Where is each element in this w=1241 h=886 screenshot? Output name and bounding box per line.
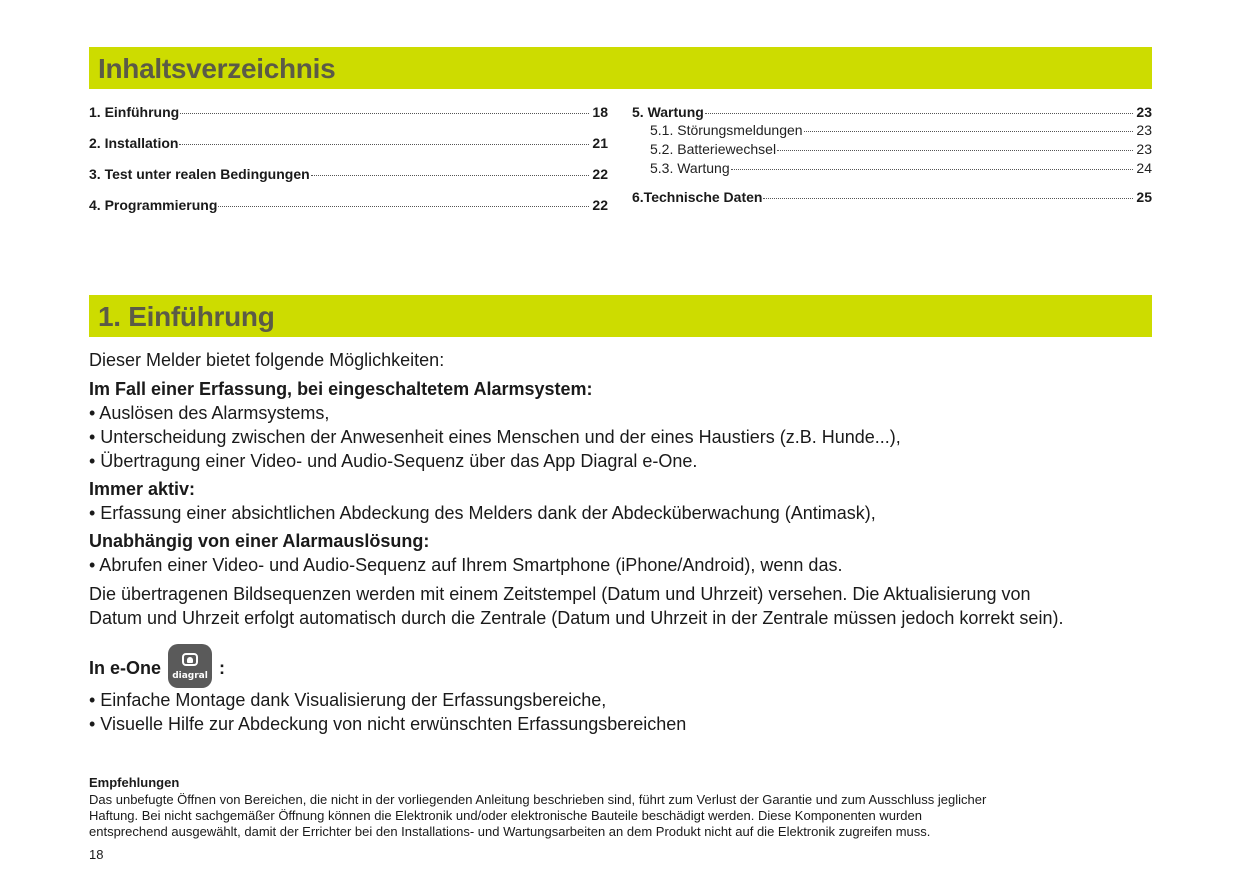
paragraph-line: Datum und Uhrzeit erfolgt automatisch durch die Zentrale (Datum und Uhrzeit in der Zentrale müssen jedoch korrekt sein). xyxy=(89,608,1064,628)
toc-subentry[interactable] xyxy=(632,121,1152,140)
bullet-item: • Abrufen einer Video- und Audio-Sequenz auf Ihrem Smartphone (iPhone/Android), wenn das. xyxy=(89,555,843,575)
recommendations-line: Das unbefugte Öffnen von Bereichen, die nicht in der vorliegenden Anleitung beschrieben sind, führt zum Verlust der Garantie und zum Ausschluss jeglicher xyxy=(89,792,987,807)
toc-entry-page: 22 xyxy=(592,197,608,213)
toc-entry-label: 6.Technische Daten xyxy=(632,189,763,205)
bullet-item: • Visuelle Hilfe zur Abdeckung von nicht erwünschten Erfassungsbereichen xyxy=(89,714,687,734)
toc-subentry-label: 5.3. Wartung xyxy=(650,160,730,176)
page-number: 18 xyxy=(89,847,104,862)
eone-heading xyxy=(89,644,1169,688)
intro-content xyxy=(89,348,1169,630)
toc-leader xyxy=(705,113,1134,114)
toc-leader xyxy=(763,198,1133,199)
bullet-item: • Erfassung einer absichtlichen Abdeckung des Melders dank der Abdecküberwachung (Antimask), xyxy=(89,503,876,523)
toc-entry-label: 3. Test unter realen Bedingungen xyxy=(89,166,310,182)
toc-subentry-page: 23 xyxy=(1136,141,1152,157)
toc-leader xyxy=(179,144,589,145)
toc-heading: Inhaltsverzeichnis xyxy=(89,47,1152,89)
toc-entry-label: 2. Installation xyxy=(89,135,179,151)
eone-label: In e-One xyxy=(89,658,162,678)
toc-subentry-page: 24 xyxy=(1136,160,1152,176)
toc-leader xyxy=(218,206,589,207)
toc-entry-page: 18 xyxy=(592,104,608,120)
toc-entry-label: 5. Wartung xyxy=(632,104,704,120)
subheading-detection: Im Fall einer Erfassung, bei eingeschaltetem Alarmsystem: xyxy=(89,379,593,399)
toc-entry-page: 22 xyxy=(592,166,608,182)
toc-leader xyxy=(311,175,590,176)
toc-entry[interactable] xyxy=(89,196,608,214)
bullet-item: • Übertragung einer Video- und Audio-Sequenz über das App Diagral e-One. xyxy=(89,451,698,471)
toc-entry[interactable] xyxy=(632,103,1152,121)
toc-entry-page: 21 xyxy=(592,135,608,151)
toc-spacer xyxy=(632,178,1152,188)
camera-dome-icon xyxy=(182,653,198,666)
toc-subentry[interactable] xyxy=(632,159,1152,178)
toc-leader xyxy=(731,169,1134,170)
intro-lead: Dieser Melder bietet folgende Möglichkeiten: xyxy=(89,350,445,370)
toc-entry-page: 25 xyxy=(1136,189,1152,205)
eone-colon: : xyxy=(219,658,226,678)
toc-entry-page: 23 xyxy=(1136,104,1152,120)
toc-entry[interactable] xyxy=(632,188,1152,206)
toc-entry-label: 1. Einführung xyxy=(89,104,180,120)
bullet-item: • Unterscheidung zwischen der Anwesenheit eines Menschen und der eines Haustiers (z.B. Hunde...), xyxy=(89,427,901,447)
toc-subentry-label: 5.2. Batteriewechsel xyxy=(650,141,777,157)
section-heading-intro: 1. Einführung xyxy=(89,295,1152,337)
subheading-independent: Unabhängig von einer Alarmauslösung: xyxy=(89,531,430,551)
eone-section xyxy=(89,644,1169,736)
toc-leader xyxy=(180,113,589,114)
toc-subentry-label: 5.1. Störungsmeldungen xyxy=(650,122,803,138)
toc-left-column xyxy=(89,103,608,227)
recommendations-title: Empfehlungen xyxy=(89,775,180,790)
subheading-always-active: Immer aktiv: xyxy=(89,479,196,499)
bullet-item: • Einfache Montage dank Visualisierung der Erfassungsbereiche, xyxy=(89,690,607,710)
paragraph-line: Die übertragenen Bildsequenzen werden mit einem Zeitstempel (Datum und Uhrzeit) versehen. Die Aktualisierung von xyxy=(89,584,1031,604)
app-icon-brand: diagral xyxy=(172,671,208,681)
toc-entry-label: 4. Programmierung xyxy=(89,197,218,213)
recommendations-body xyxy=(89,792,1159,840)
toc-leader xyxy=(804,131,1134,132)
toc-leader xyxy=(777,150,1133,151)
toc-right-column xyxy=(632,103,1152,206)
bullet-item: • Auslösen des Alarmsystems, xyxy=(89,403,330,423)
recommendations-line: Haftung. Bei nicht sachgemäßer Öffnung können die Elektronik und/oder elektronische Bauteile beschädigt werden. Diese Komponenten wurden xyxy=(89,808,922,823)
toc-entry[interactable] xyxy=(89,165,608,183)
toc-subentry[interactable] xyxy=(632,140,1152,159)
recommendations-line: entsprechend ausgewählt, damit der Errichter bei den Installations- und Wartungsarbeiten an dem Produkt nicht auf die Elektronik zugreifen muss. xyxy=(89,824,931,839)
toc-entry[interactable] xyxy=(89,134,608,152)
toc-subentry-page: 23 xyxy=(1136,122,1152,138)
diagral-app-icon xyxy=(168,644,212,688)
toc-entry[interactable] xyxy=(89,103,608,121)
